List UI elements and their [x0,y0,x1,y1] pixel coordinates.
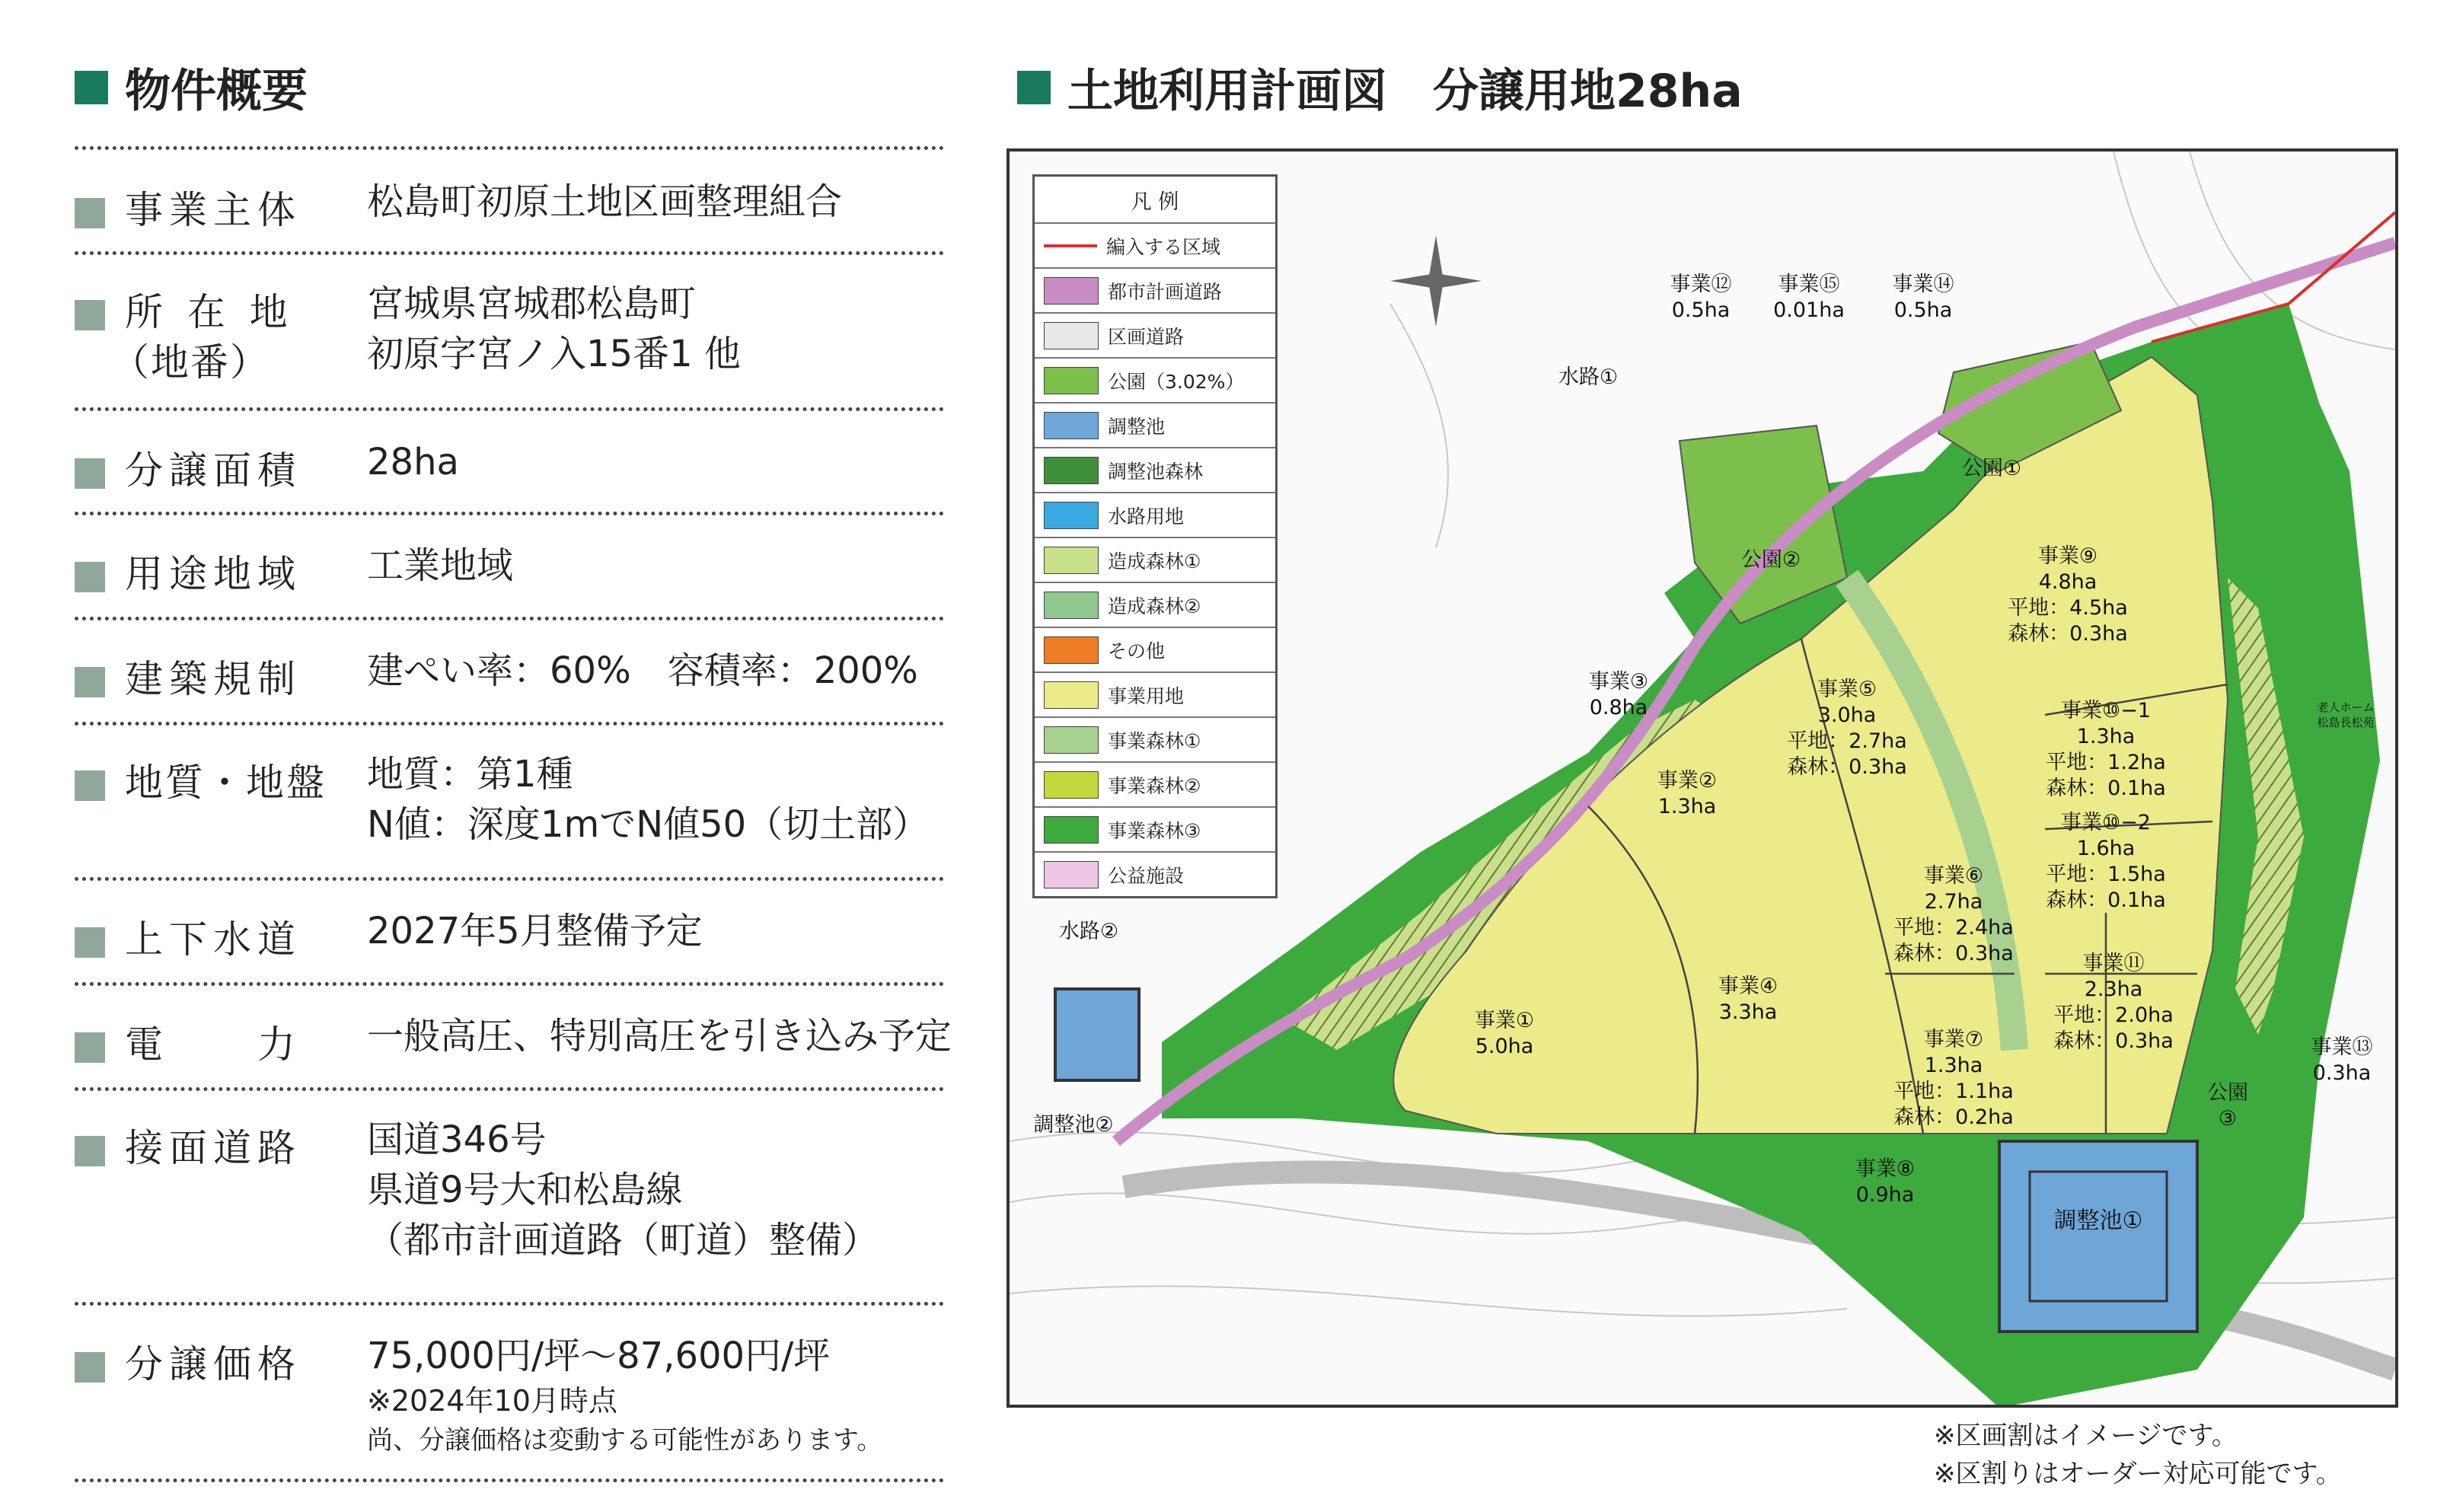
legend-item [1035,716,1275,761]
legend-swatch [1044,277,1099,305]
map-label-suiro1: 水路① [1558,365,1619,389]
divider [75,407,944,411]
map-label-j4: 事業④ 3.3ha [1718,975,1778,1024]
row-value: 2027年5月整備予定 [367,910,703,952]
map-label-chousei2: 調整池② [1033,1113,1114,1137]
map-label-koen2: 公園② [1740,548,1801,572]
legend-swatch [1044,816,1099,844]
map-label-j14: 事業⑭ 0.5ha [1892,273,1954,322]
legend-swatch [1044,547,1099,574]
map-label-j7: 事業⑦ 1.3ha 平地：1.1ha 森林：0.2ha [1893,1028,2014,1129]
map-label-j15: 事業⑮ 0.01ha [1773,273,1845,322]
bullet-square-icon [75,1352,105,1383]
legend-label: 編入する区域 [1106,235,1221,258]
legend-label: 水路用地 [1108,505,1185,528]
map-label-chousei1: 調整池① [2053,1207,2143,1234]
legend-item [1035,806,1275,851]
map-label-koen3: 公園 ③ [2207,1081,2248,1131]
heading-square-icon [75,71,108,104]
row-value: 建ぺい率：60% 容積率：200% [367,649,918,692]
legend-title: 凡 例 [1131,190,1179,214]
row-label: 事業主体 [125,188,301,232]
legend-swatch [1044,592,1099,619]
map-note-2: ※区割りはオーダー対応可能です。 [1934,1459,2342,1489]
legend-item [1035,492,1275,537]
map-title: 土地利用計画図 分譲用地28ha [1067,65,1743,118]
row-value: 初原字宮ノ入15番1 他 [367,333,741,375]
legend-swatch [1044,457,1099,484]
bullet-square-icon [75,1032,105,1063]
row-note: ※2024年10月時点 [367,1384,617,1418]
legend-swatch [1044,322,1099,349]
row-value: 工業地域 [367,544,514,587]
row-value: 28ha [367,441,459,483]
divider [75,722,944,726]
map-label-j9: 事業⑨ 4.8ha 平地：4.5ha 森林：0.3ha [2008,544,2128,646]
map-label-j10-2: 事業⑩−2 1.6ha 平地：1.5ha 森林：0.1ha [2046,811,2166,912]
legend-swatch [1044,861,1099,888]
row-label: 分譲面積 [125,448,301,493]
legend-item [1035,671,1275,716]
row-value: 宮城県宮城郡松島町 [367,282,697,325]
row-label: 建築規制 [125,657,301,701]
bullet-square-icon [75,562,105,592]
legend-item [1035,267,1275,312]
legend-label: 公園（3.02%） [1108,370,1245,393]
legend-item [1035,402,1275,447]
legend-label: 区画道路 [1108,325,1185,348]
divider [75,146,944,150]
divider [75,1302,944,1306]
legend-label: その他 [1108,640,1166,662]
legend-label: 事業用地 [1108,684,1185,707]
legend-swatch [1044,726,1099,754]
map-label-j10-1: 事業⑩−1 1.3ha 平地：1.2ha 森林：0.1ha [2046,699,2166,800]
map-label-j3: 事業③ 0.8ha [1588,670,1649,719]
row-value: （都市計画道路（町道）整備） [367,1219,879,1262]
map-label-j2: 事業② 1.3ha [1657,769,1718,818]
legend-item [1035,582,1275,627]
legend-swatch [1044,636,1099,664]
bullet-square-icon [75,770,105,801]
legend-swatch [1044,502,1099,529]
retention-pond-2 [1055,989,1139,1080]
bullet-square-icon [75,458,105,489]
land-use-map [1006,148,2398,1408]
row-sublabel: （地番） [111,340,270,384]
row-value: 県道9号大和松島線 [367,1169,683,1211]
overview-heading [75,55,308,120]
map-label-j6: 事業⑥ 2.7ha 平地：2.4ha 森林：0.3ha [1893,864,2014,965]
divider [75,251,944,255]
legend-label: 公益施設 [1108,864,1185,887]
row-label: 用途地域 [125,552,301,596]
row-value: 一般高圧、特別高圧を引き込み予定 [367,1015,952,1057]
map-legend [1032,174,1278,898]
legend-swatch [1044,412,1099,439]
divider [75,1479,944,1482]
row-label: 上下水道 [125,917,301,962]
compass-icon [1390,235,1482,327]
map-label-facility: 老人ホーム 松島長松苑 [2317,700,2375,729]
divider [75,877,944,881]
map-label-j13: 事業⑬ 0.3ha [2311,1035,2373,1085]
divider [75,982,944,986]
divider [75,617,944,620]
legend-item [1035,312,1275,357]
map-label-suiro2: 水路② [1058,920,1119,943]
row-label: 接面道路 [125,1126,301,1170]
map-label-j5: 事業⑤ 3.0ha 平地：2.7ha 森林：0.3ha [1787,678,1907,779]
legend-item [1035,447,1275,492]
row-value: 松島町初原土地区画整理組合 [367,180,843,223]
legend-swatch [1044,681,1099,709]
legend-item [1035,222,1275,267]
map-note-1: ※区画割はイメージです。 [1934,1421,2238,1451]
legend-line-swatch [1044,244,1097,247]
row-note: 尚、分譲価格は変動する可能性があります。 [367,1425,883,1456]
map-label-koen1: 公園① [1961,457,2022,480]
divider [75,512,944,515]
row-label: 所 在 地 [125,290,294,334]
row-value: 75,000円/坪～87,600円/坪 [367,1335,831,1377]
divider [75,1087,944,1091]
legend-label: 事業森林③ [1108,819,1201,842]
bullet-square-icon [75,300,105,330]
legend-swatch [1044,367,1099,394]
legend-label: 造成森林② [1108,595,1201,617]
legend-label: 事業森林② [1108,774,1201,797]
row-value: 地質：第1種 [367,753,573,796]
row-label: 地質・地盤 [125,761,327,805]
row-label: 電 力 [125,1022,301,1067]
legend-item [1035,761,1275,806]
legend-item [1035,627,1275,671]
heading-square-icon [1017,71,1051,104]
legend-item [1035,537,1275,582]
bullet-square-icon [75,667,105,697]
row-value: 国道346号 [367,1118,547,1161]
overview-title: 物件概要 [125,65,308,118]
map-label-j1: 事業① 5.0ha [1474,1009,1535,1058]
legend-label: 事業森林① [1108,729,1201,752]
map-heading [1017,55,1743,120]
legend-label: 調整池森林 [1108,460,1204,483]
bullet-square-icon [75,1136,105,1166]
map-label-j8: 事業⑧ 0.9ha [1855,1157,1916,1207]
row-label: 分譲価格 [125,1342,301,1386]
legend-label: 造成森林① [1108,550,1201,573]
legend-swatch [1044,771,1099,799]
legend-item [1035,851,1275,896]
map-label-j12: 事業⑫ 0.5ha [1670,273,1732,322]
bullet-square-icon [75,927,105,958]
bullet-square-icon [75,198,105,228]
legend-item [1035,357,1275,402]
legend-label: 都市計画道路 [1108,280,1223,303]
map-label-j11: 事業⑪ 2.3ha 平地：2.0ha 森林：0.3ha [2053,952,2174,1053]
legend-label: 調整池 [1108,415,1166,438]
row-value: N値：深度1mでN値50（切土部） [367,803,930,846]
